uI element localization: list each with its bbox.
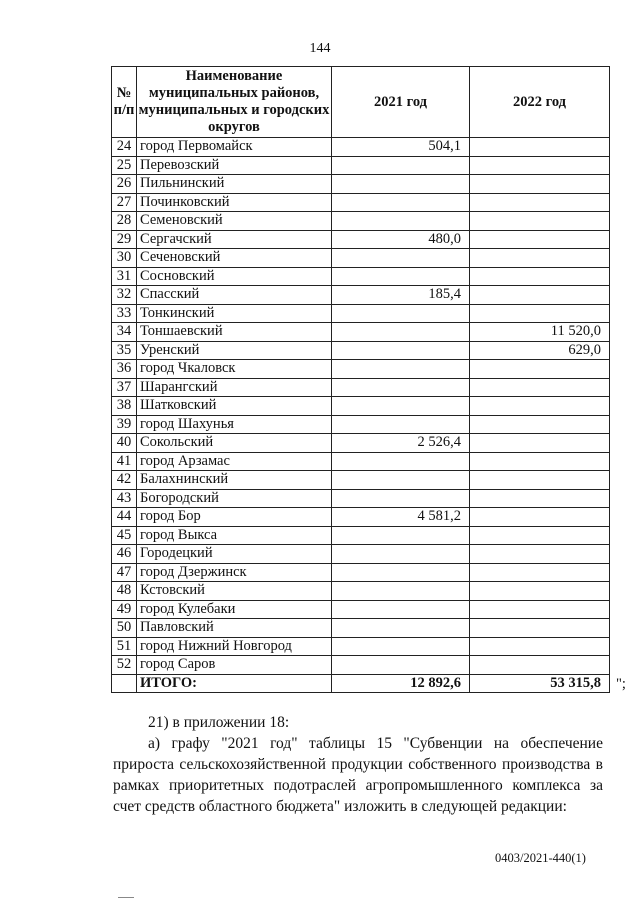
table-body <box>112 138 610 675</box>
table-row <box>112 452 610 471</box>
row-value-2022 <box>470 452 610 471</box>
row-name: Тоншаевский <box>137 323 332 342</box>
table-row <box>112 600 610 619</box>
row-number: 52 <box>112 656 137 675</box>
row-value-2022 <box>470 378 610 397</box>
row-name: город Шахунья <box>137 415 332 434</box>
header-num: № п/п <box>112 67 137 138</box>
total-2022: 53 315,8 <box>470 674 610 693</box>
table-row <box>112 304 610 323</box>
table-row <box>112 526 610 545</box>
table-row <box>112 656 610 675</box>
row-value-2022 <box>470 508 610 527</box>
row-number: 24 <box>112 138 137 157</box>
row-name: Пильнинский <box>137 175 332 194</box>
row-value-2021 <box>332 267 470 286</box>
table-row <box>112 360 610 379</box>
row-value-2021 <box>332 619 470 638</box>
row-name: город Кулебаки <box>137 600 332 619</box>
row-value-2022 <box>470 600 610 619</box>
row-name: Кстовский <box>137 582 332 601</box>
row-number: 34 <box>112 323 137 342</box>
table-row <box>112 434 610 453</box>
row-number: 29 <box>112 230 137 249</box>
table-row <box>112 619 610 638</box>
header-2021: 2021 год <box>332 67 470 138</box>
table-row <box>112 212 610 231</box>
row-name: Шарангский <box>137 378 332 397</box>
row-value-2021 <box>332 175 470 194</box>
scan-mark <box>118 897 134 898</box>
table-row <box>112 249 610 268</box>
row-value-2021 <box>332 323 470 342</box>
table-row <box>112 156 610 175</box>
header-2022: 2022 год <box>470 67 610 138</box>
row-value-2022 <box>470 637 610 656</box>
row-value-2021 <box>332 360 470 379</box>
row-value-2022 <box>470 193 610 212</box>
row-number: 45 <box>112 526 137 545</box>
row-number: 26 <box>112 175 137 194</box>
row-value-2021 <box>332 378 470 397</box>
row-value-2021: 185,4 <box>332 286 470 305</box>
row-name: Сокольский <box>137 434 332 453</box>
row-value-2021: 480,0 <box>332 230 470 249</box>
row-name: Городецкий <box>137 545 332 564</box>
row-value-2022 <box>470 249 610 268</box>
row-value-2022 <box>470 360 610 379</box>
row-value-2021 <box>332 471 470 490</box>
row-number: 28 <box>112 212 137 231</box>
row-value-2021 <box>332 637 470 656</box>
row-number: 42 <box>112 471 137 490</box>
row-number: 31 <box>112 267 137 286</box>
row-value-2022 <box>470 397 610 416</box>
row-number: 44 <box>112 508 137 527</box>
row-value-2021 <box>332 397 470 416</box>
table-row <box>112 175 610 194</box>
row-number: 32 <box>112 286 137 305</box>
row-name: Шатковский <box>137 397 332 416</box>
row-number: 25 <box>112 156 137 175</box>
row-value-2022 <box>470 619 610 638</box>
row-name: город Дзержинск <box>137 563 332 582</box>
row-name: город Выкса <box>137 526 332 545</box>
row-value-2022 <box>470 434 610 453</box>
row-number: 46 <box>112 545 137 564</box>
subsidy-table <box>111 66 610 693</box>
row-number: 38 <box>112 397 137 416</box>
row-number: 36 <box>112 360 137 379</box>
row-number: 41 <box>112 452 137 471</box>
row-value-2021 <box>332 489 470 508</box>
row-name: Сосновский <box>137 267 332 286</box>
paragraph-item-21: 21) в приложении 18: <box>148 714 290 731</box>
row-number: 40 <box>112 434 137 453</box>
row-number: 43 <box>112 489 137 508</box>
row-value-2021 <box>332 600 470 619</box>
row-number: 35 <box>112 341 137 360</box>
table-row <box>112 286 610 305</box>
row-name: Семеновский <box>137 212 332 231</box>
paragraph-item-a: а) графу "2021 год" таблицы 15 "Субвенции на обеспечение прироста сельскохозяйственной продукции собственного производства в рамках приоритетных подотраслей агропромышленного комплекса за счет средств областного бюджета" изложить в следующей редакции: <box>113 735 603 815</box>
row-name: город Бор <box>137 508 332 527</box>
row-value-2022 <box>470 286 610 305</box>
table-row <box>112 545 610 564</box>
table-row <box>112 138 610 157</box>
table-closing-mark: "; <box>616 676 626 692</box>
row-value-2021 <box>332 249 470 268</box>
row-number: 48 <box>112 582 137 601</box>
row-value-2021 <box>332 526 470 545</box>
row-value-2022 <box>470 230 610 249</box>
row-value-2021: 4 581,2 <box>332 508 470 527</box>
row-number: 37 <box>112 378 137 397</box>
row-value-2021 <box>332 452 470 471</box>
row-value-2022: 629,0 <box>470 341 610 360</box>
table-row <box>112 471 610 490</box>
row-name: Уренский <box>137 341 332 360</box>
row-value-2022 <box>470 582 610 601</box>
table-row <box>112 267 610 286</box>
table-row <box>112 563 610 582</box>
table-row <box>112 508 610 527</box>
row-value-2021 <box>332 563 470 582</box>
row-number: 27 <box>112 193 137 212</box>
row-value-2022 <box>470 545 610 564</box>
total-label: ИТОГО: <box>137 674 332 693</box>
row-value-2022 <box>470 563 610 582</box>
row-value-2021 <box>332 212 470 231</box>
row-value-2021: 504,1 <box>332 138 470 157</box>
row-value-2021 <box>332 582 470 601</box>
total-row <box>112 674 610 693</box>
row-number: 49 <box>112 600 137 619</box>
row-name: Сергачский <box>137 230 332 249</box>
row-value-2021 <box>332 545 470 564</box>
row-value-2022: 11 520,0 <box>470 323 610 342</box>
row-number: 51 <box>112 637 137 656</box>
row-number: 50 <box>112 619 137 638</box>
row-value-2021 <box>332 656 470 675</box>
row-name: Сеченовский <box>137 249 332 268</box>
row-number: 47 <box>112 563 137 582</box>
row-value-2022 <box>470 656 610 675</box>
table-row <box>112 637 610 656</box>
document-code: 0403/2021-440(1) <box>495 851 586 865</box>
row-name: город Чкаловск <box>137 360 332 379</box>
table-row <box>112 230 610 249</box>
row-name: город Арзамас <box>137 452 332 471</box>
row-name: Балахнинский <box>137 471 332 490</box>
table-header-row <box>112 67 610 138</box>
row-value-2021 <box>332 415 470 434</box>
row-value-2021 <box>332 304 470 323</box>
row-number: 30 <box>112 249 137 268</box>
row-name: Тонкинский <box>137 304 332 323</box>
row-value-2022 <box>470 526 610 545</box>
table-row <box>112 323 610 342</box>
row-value-2021 <box>332 193 470 212</box>
row-value-2022 <box>470 471 610 490</box>
table-row <box>112 582 610 601</box>
row-value-2021 <box>332 156 470 175</box>
row-value-2022 <box>470 156 610 175</box>
row-value-2022 <box>470 138 610 157</box>
header-name: Наименование муниципальных районов, муниципальных и городских округов <box>137 67 332 138</box>
row-number: 33 <box>112 304 137 323</box>
table-row <box>112 193 610 212</box>
row-value-2022 <box>470 489 610 508</box>
row-name: Богородский <box>137 489 332 508</box>
table-row <box>112 341 610 360</box>
row-name: Спасский <box>137 286 332 305</box>
row-name: город Первомайск <box>137 138 332 157</box>
row-value-2022 <box>470 212 610 231</box>
page-number: 144 <box>309 41 331 56</box>
row-value-2021 <box>332 341 470 360</box>
table-row <box>112 415 610 434</box>
table-row <box>112 397 610 416</box>
total-2021: 12 892,6 <box>332 674 470 693</box>
table-row <box>112 378 610 397</box>
row-value-2022 <box>470 415 610 434</box>
row-value-2022 <box>470 304 610 323</box>
total-num-cell <box>112 674 137 693</box>
row-name: город Нижний Новгород <box>137 637 332 656</box>
row-name: Починковский <box>137 193 332 212</box>
row-number: 39 <box>112 415 137 434</box>
table-row <box>112 489 610 508</box>
row-name: город Саров <box>137 656 332 675</box>
row-value-2022 <box>470 267 610 286</box>
row-value-2021: 2 526,4 <box>332 434 470 453</box>
row-name: Павловский <box>137 619 332 638</box>
row-name: Перевозский <box>137 156 332 175</box>
row-value-2022 <box>470 175 610 194</box>
